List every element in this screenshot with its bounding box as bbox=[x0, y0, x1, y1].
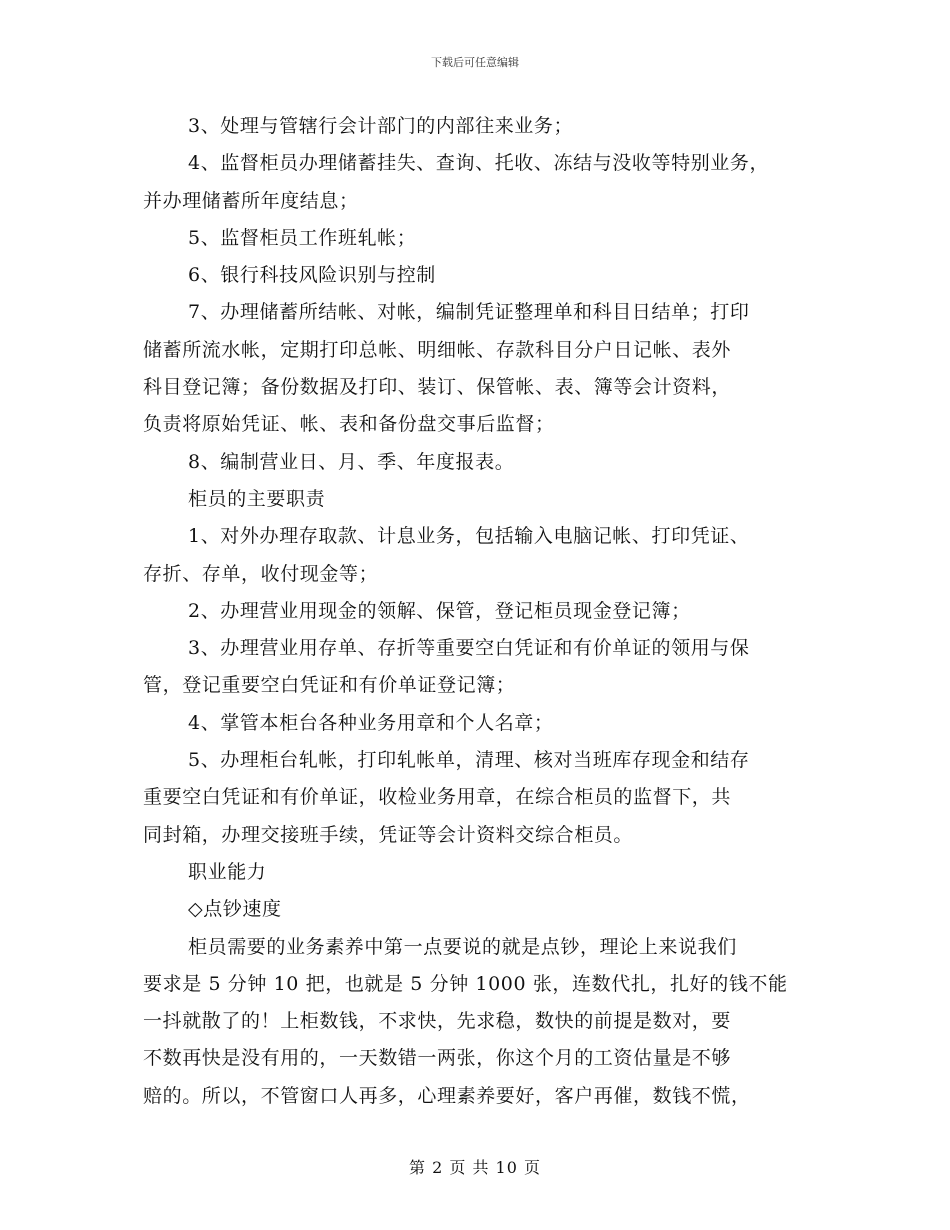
page-footer: 第 2 页 共 10 页 bbox=[409, 1158, 541, 1177]
text-line: 职业能力 bbox=[188, 860, 267, 883]
text-line: 4、监督柜员办理储蓄挂失、查询、托收、冻结与没收等特别业务， bbox=[188, 152, 770, 175]
text-line: 7、办理储蓄所结帐、对帐，编制凭证整理单和科目日结单；打印 bbox=[188, 301, 750, 324]
text-line: 同封箱，办理交接班手续，凭证等会计资料交综合柜员。 bbox=[143, 823, 634, 846]
text-line: 一抖就散了的！上柜数钱，不求快，先求稳，数快的前提是数对，要 bbox=[143, 1010, 732, 1033]
text-line: 负责将原始凭证、帐、表和备份盘交事后监督； bbox=[143, 413, 555, 436]
text-line: ◇点钞速度 bbox=[188, 898, 282, 921]
text-line: 不数再快是没有用的，一天数错一两张，你这个月的工资估量是不够 bbox=[143, 1047, 732, 1070]
text-line: 赔的。所以，不管窗口人再多，心理素养要好，客户再催，数钱不慌， bbox=[143, 1084, 751, 1107]
text-line: 5、办理柜台轧帐，打印轧帐单，清理、核对当班库存现金和结存 bbox=[188, 749, 750, 772]
text-line: 8、编制营业日、月、季、年度报表。 bbox=[188, 450, 515, 473]
text-line: 并办理储蓄所年度结息； bbox=[143, 189, 359, 212]
text-line: 科目登记簿；备份数据及打印、装订、保管帐、表、簿等会计资料， bbox=[143, 376, 732, 399]
text-line: 5、监督柜员工作班轧帐； bbox=[188, 226, 417, 249]
text-line: 重要空白凭证和有价单证，收检业务用章，在综合柜员的监督下，共 bbox=[143, 786, 732, 809]
text-line: 6、银行科技风险识别与控制 bbox=[188, 264, 436, 287]
text-line: 1、对外办理存取款、计息业务，包括输入电脑记帐、打印凭证、 bbox=[188, 525, 750, 548]
text-line: 管，登记重要空白凭证和有价单证登记簿； bbox=[143, 674, 516, 697]
page-header: 下载后可任意编辑 bbox=[431, 56, 519, 69]
text-line: 柜员的主要职责 bbox=[188, 487, 326, 510]
text-line: 2、办理营业用现金的领解、保管，登记柜员现金登记簿； bbox=[188, 599, 691, 622]
text-line: 3、处理与管辖行会计部门的内部往来业务； bbox=[188, 115, 574, 137]
text-line: 要求是 5 分钟 10 把，也就是 5 分钟 1000 张，连数代扎，扎好的钱不能 bbox=[143, 972, 788, 995]
text-line: 储蓄所流水帐，定期打印总帐、明细帐、存款科目分户日记帐、表外 bbox=[143, 338, 732, 361]
text-line: 存折、存单，收付现金等； bbox=[143, 562, 379, 585]
document-body bbox=[143, 108, 815, 1115]
text-line: 柜员需要的业务素养中第一点要说的就是点钞，理论上来说我们 bbox=[188, 935, 737, 958]
text-line: 4、掌管本柜台各种业务用章和个人名章； bbox=[188, 711, 554, 734]
text-line: 3、办理营业用存单、存折等重要空白凭证和有价单证的领用与保 bbox=[188, 637, 750, 660]
